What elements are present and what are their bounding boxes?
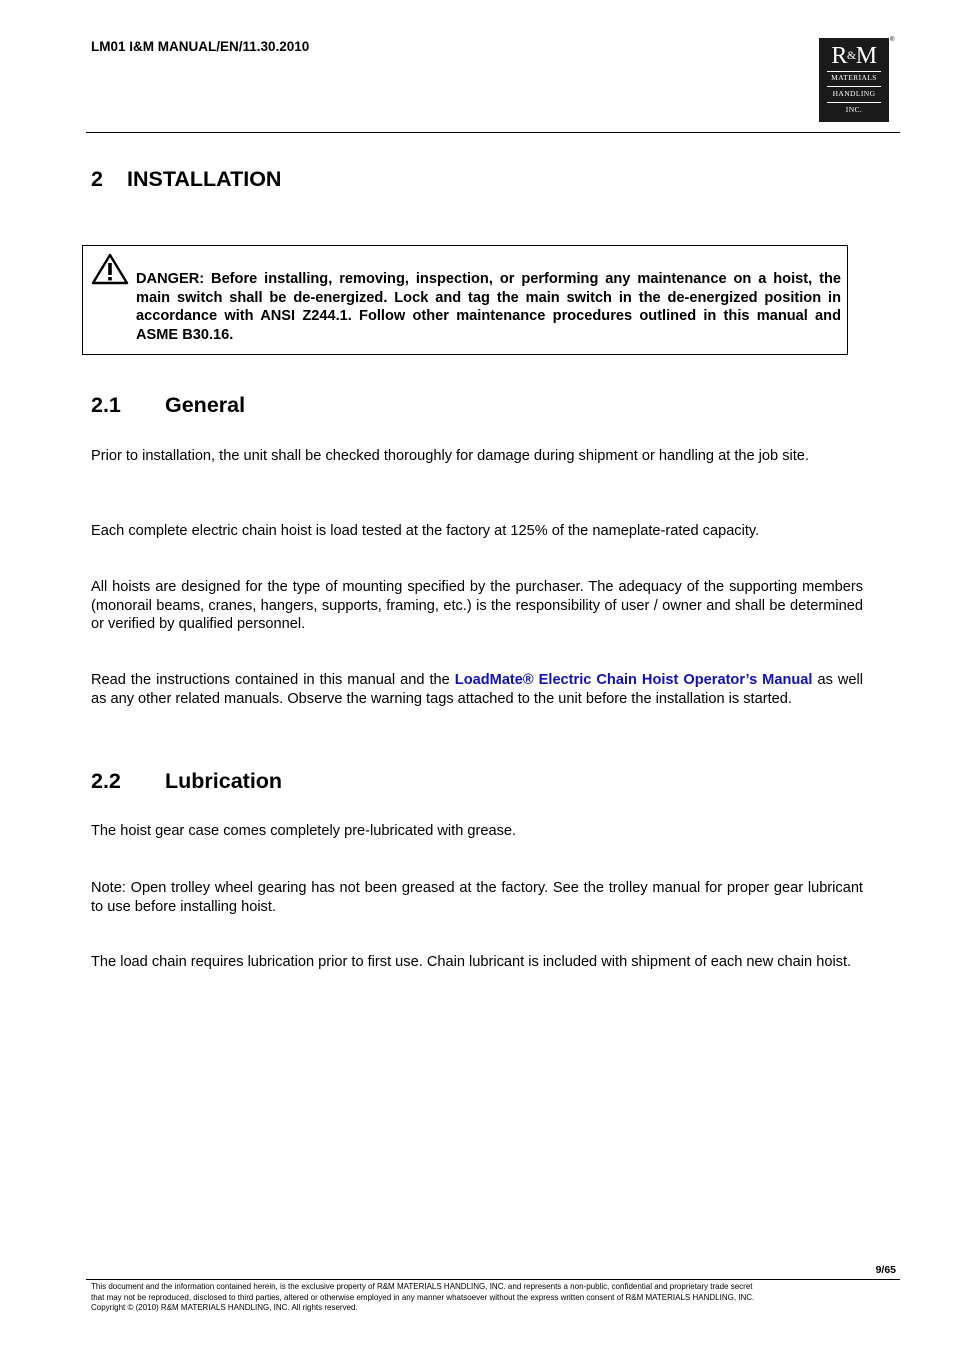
logo-rule: [827, 102, 881, 103]
logo-line-materials: MATERIALS: [831, 73, 877, 82]
paragraph: Prior to installation, the unit shall be checked thoroughly for damage during shipment or handling at the job site.: [91, 448, 809, 464]
subsection-heading-general: [91, 393, 245, 418]
paragraph: The load chain requires lubrication prior to first use. Chain lubricant is included with shipment of each new chain hoist.: [91, 954, 852, 970]
document-id: LM01 I&M MANUAL/EN/11.30.2010: [91, 39, 310, 54]
header-divider: [86, 132, 900, 133]
logo-rule: [827, 86, 881, 87]
operator-manual-link[interactable]: LoadMate® Electric Chain Hoist Operator’s Manual: [454, 672, 813, 688]
subsection-title: General: [165, 393, 246, 417]
footer-line: that may not be reproduced, disclosed to third parties, altered or otherwise employed in any manner whatsoever without the express written consent of R&M MATERIALS HANDLING, INC.: [91, 1292, 755, 1302]
footer-line: Copyright © (2010) R&M MATERIALS HANDLING, INC. All rights reserved.: [91, 1303, 358, 1313]
footer-divider: [86, 1279, 900, 1280]
logo-rule: [827, 71, 881, 72]
section-heading: [91, 167, 281, 192]
paragraph: Note: Open trolley wheel gearing has not been greased at the factory. See the trolley manual for proper gear lubricant to use before installing hoist.: [91, 880, 863, 915]
company-logo: [819, 38, 889, 122]
paragraph: Each complete electric chain hoist is load tested at the factory at 125% of the nameplate-rated capacity.: [91, 523, 760, 539]
page-number: 9/65: [875, 1264, 896, 1276]
subsection-title: Lubrication: [165, 769, 283, 793]
subsection-heading-lubrication: [91, 769, 282, 794]
section-number: 2: [91, 167, 103, 191]
subsection-number: 2.2: [91, 769, 121, 793]
danger-text: DANGER: Before installing, removing, inspection, or performing any maintenance on a hoist, the main switch shall be de-energized. Lock and tag the main switch in the de-energized position in accordance with ANSI Z244.1. Follow other maintenance procedures outlined in this manual and ASME B30.16.: [136, 271, 841, 343]
paragraph: The hoist gear case comes completely pre-lubricated with grease.: [91, 823, 517, 839]
footer-notice: [91, 1282, 897, 1314]
section-title: INSTALLATION: [127, 167, 282, 191]
logo-line-handling: HANDLING: [832, 89, 876, 98]
warning-triangle-icon: [91, 253, 129, 285]
footer-line: This document and the information contained herein, is the exclusive property of R&M MATERIALS HANDLING, INC. and represents a non-public, confidential and proprietary trade secret: [91, 1282, 753, 1291]
danger-notice: [82, 245, 848, 355]
logo-line-inc: INC.: [845, 105, 863, 114]
logo-wordmark: R&M: [831, 43, 877, 69]
paragraph: All hoists are designed for the type of mounting specified by the purchaser. The adequacy of the supporting members (monorail beams, cranes, hangers, supports, framing, etc.) is the responsibility of user / owner and shall be determined or verified by qualified personnel.: [91, 579, 863, 633]
paragraph-operator-manual: Read the instructions contained in this manual and the LoadMate® Electric Chain Hoist Operator’s Manual as well as any other related manuals. Observe the warning tags attached to the unit before the installation is started.: [91, 672, 864, 707]
subsection-number: 2.1: [91, 393, 121, 417]
registered-mark: ®: [890, 37, 895, 43]
